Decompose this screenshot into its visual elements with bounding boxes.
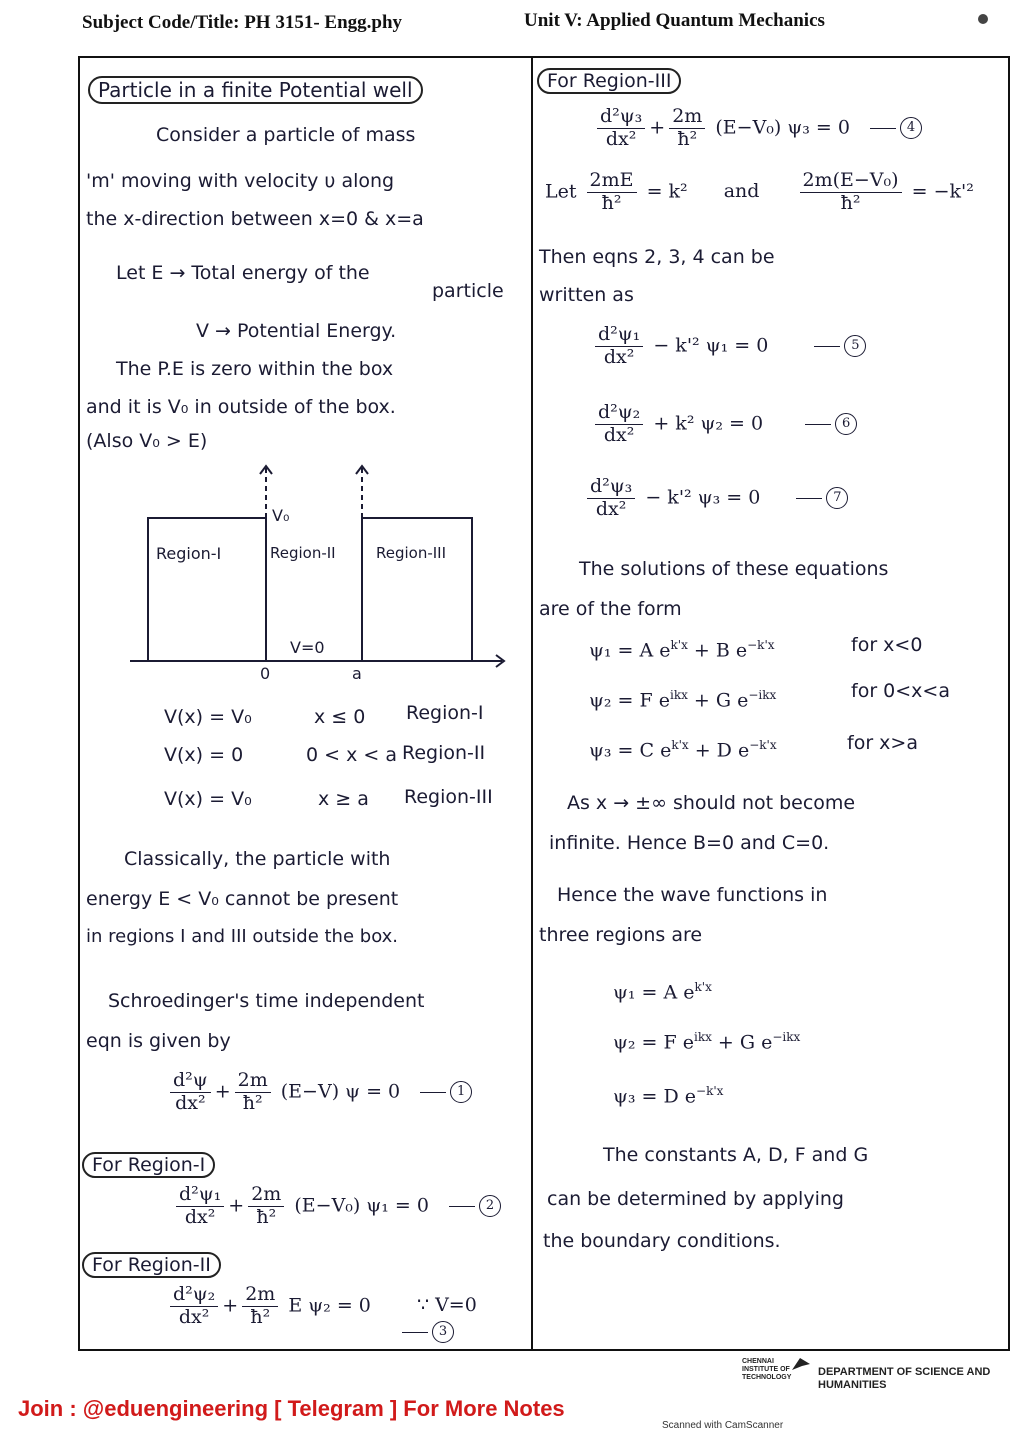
intro-line-2: 'm' moving with velocity υ along <box>86 170 395 192</box>
vtable-row-1-v: V(x) = V₀ <box>164 706 252 728</box>
unit-title: Unit V: Applied Quantum Mechanics <box>524 10 825 31</box>
pe-line-2: and it is V₀ in outside of the box. <box>86 396 396 418</box>
region-1-label: Region-I <box>156 544 222 563</box>
classical-line-1: Classically, the particle with <box>124 848 391 870</box>
v0-label: V₀ <box>272 506 290 525</box>
telegram-footer: Join : @eduengineering [ Telegram ] For More Notes <box>18 1396 565 1421</box>
classical-line-3: in regions I and III outside the box. <box>86 926 399 947</box>
vtable-row-2-cond: 0 < x < a <box>306 744 397 766</box>
equation-2: $\frac{\text{d²ψ₁}}{\text{dx²}}$ + $\frac{2m}{\text{ħ²}}$ (E−V₀) ψ₁ = 0 2 <box>172 1184 501 1229</box>
equation-5-tail: − k'² ψ₁ = 0 <box>653 334 769 357</box>
equation-3-note: ∵ V=0 <box>416 1294 477 1317</box>
equation-3-number-wrap <box>402 1320 454 1343</box>
equation-7: $\frac{\text{d²ψ₃}}{\text{dx²}}$ − k'² ψ₃ = 0 7 <box>583 476 848 521</box>
solution-2: ψ₂ = F $e^{ikx} + G$ $e^{-ikx}$ <box>589 688 777 712</box>
a-label: a <box>352 664 362 683</box>
intro-line-1: Consider a particle of mass <box>156 124 416 146</box>
vtable-row-1-region: Region-I <box>406 702 484 724</box>
solution-3-cond: for x>a <box>847 732 918 754</box>
equation-7-number: 7 <box>826 487 848 509</box>
scanner-watermark: Scanned with CamScanner <box>662 1420 784 1431</box>
pe-line-1: The P.E is zero within the box <box>116 358 394 380</box>
let-v-line: V → Potential Energy. <box>196 320 397 342</box>
department-name: DEPARTMENT OF SCIENCE AND HUMANITIES <box>818 1366 991 1391</box>
vtable-row-3-cond: x ≥ a <box>318 788 369 810</box>
v-zero-label: V=0 <box>290 638 325 657</box>
equation-3-tail: E ψ₂ = 0 <box>288 1294 371 1317</box>
region-2-label: Region-II <box>270 544 336 562</box>
equation-4-number: 4 <box>900 117 922 139</box>
solutions-intro-2: are of the form <box>539 598 682 620</box>
let-e-particle: particle <box>432 280 504 302</box>
final-psi-3: ψ₃ = D $e^{-k'x}$ <box>613 1084 724 1108</box>
region-3-label: Region-III <box>376 544 447 562</box>
let-k1: = k² <box>646 180 688 203</box>
equation-2-number: 2 <box>479 1195 501 1217</box>
vtable-row-1-cond: x ≤ 0 <box>314 706 366 728</box>
equation-6-tail: + k² ψ₂ = 0 <box>653 412 764 435</box>
origin-label: 0 <box>260 664 271 683</box>
solutions-intro-1: The solutions of these equations <box>579 558 889 580</box>
solution-3: ψ₃ = C $e^{k'x} + D$ $e^{-k'x}$ <box>589 738 777 762</box>
intro-line-3: the x-direction between x=0 & x=a <box>86 208 424 230</box>
potential-well-diagram <box>130 458 520 688</box>
region-3-heading: For Region-III <box>537 68 681 94</box>
section-title: Particle in a finite Potential well <box>88 76 423 104</box>
let-e-line: Let E → Total energy of the <box>116 262 370 284</box>
closing-line-1: The constants A, D, F and G <box>603 1144 869 1166</box>
right-column <box>533 58 1008 1349</box>
notes-page <box>78 56 1010 1351</box>
let-k2: = −k'² <box>911 180 974 203</box>
classical-line-2: energy E < V₀ cannot be present <box>86 888 399 910</box>
vtable-row-2-v: V(x) = 0 <box>164 744 244 766</box>
equation-6-number: 6 <box>835 413 857 435</box>
substitution-line: Let $\frac{2mE}{\text{ħ²}}$ = k² and $\frac{\text{2m(E−V₀)}}{\text{ħ²}}$ = −k'² <box>545 169 974 214</box>
solution-2-cond: for 0<x<a <box>851 680 950 702</box>
equation-1: $\frac{\text{d²ψ}}{\text{dx²}}$ + $\frac{2m}{\text{ħ²}}$ (E−V) ψ = 0 1 <box>166 1070 472 1115</box>
logo-emblem-icon <box>790 1356 812 1372</box>
schrodinger-line-2: eqn is given by <box>86 1030 231 1052</box>
page-header <box>0 8 1024 44</box>
solution-1: ψ₁ = A $e^{k'x} + B$ $e^{-k'x}$ <box>589 638 775 662</box>
equation-3: $\frac{\text{d²ψ₂}}{\text{dx²}}$ + $\frac{2m}{\text{ħ²}}$ E ψ₂ = 0 ∵ V=0 <box>166 1284 477 1329</box>
infinity-line-2: infinite. Hence B=0 and C=0. <box>549 832 830 854</box>
equation-6: $\frac{\text{d²ψ₂}}{\text{dx²}}$ + k² ψ₂ = 0 6 <box>591 402 857 447</box>
hence-line-1: Hence the wave functions in <box>557 884 828 906</box>
final-psi-2: ψ₂ = F $e^{ikx} + G$ $e^{-ikx}$ <box>613 1030 801 1054</box>
equation-4-tail: (E−V₀) ψ₃ = 0 <box>715 116 850 139</box>
equation-1-number: 1 <box>450 1081 472 1103</box>
left-column <box>80 58 533 1349</box>
pe-line-3: (Also V₀ > E) <box>86 430 208 452</box>
closing-line-3: the boundary conditions. <box>543 1230 781 1252</box>
region-2-heading: For Region-II <box>82 1252 221 1278</box>
logo-text: CHENNAI INSTITUTE OF TECHNOLOGY <box>742 1358 792 1381</box>
vtable-row-3-v: V(x) = V₀ <box>164 788 252 810</box>
equation-7-tail: − k'² ψ₃ = 0 <box>645 486 761 509</box>
vtable-row-2-region: Region-II <box>402 742 486 764</box>
let-word: Let <box>545 180 577 203</box>
final-psi-1: ψ₁ = A $e^{k'x}$ <box>613 980 712 1004</box>
then-line-2: written as <box>539 284 634 306</box>
then-line-1: Then eqns 2, 3, 4 can be <box>539 246 775 268</box>
institute-logo <box>742 1356 814 1394</box>
corner-mark-icon <box>978 14 988 24</box>
equation-5: $\frac{\text{d²ψ₁}}{\text{dx²}}$ − k'² ψ₁ = 0 5 <box>591 324 866 369</box>
equation-3-number: 3 <box>432 1321 454 1343</box>
equation-5-number: 5 <box>844 335 866 357</box>
schrodinger-line-1: Schroedinger's time independent <box>108 990 425 1012</box>
vtable-row-3-region: Region-III <box>404 786 493 808</box>
hence-line-2: three regions are <box>539 924 703 946</box>
closing-line-2: can be determined by applying <box>547 1188 844 1210</box>
region-1-heading: For Region-I <box>82 1152 215 1178</box>
infinity-line-1: As x → ±∞ should not become <box>567 792 856 814</box>
and-word: and <box>723 180 760 203</box>
solution-1-cond: for x<0 <box>851 634 923 656</box>
equation-4: $\frac{\text{d²ψ₃}}{\text{dx²}}$ + $\frac{2m}{\text{ħ²}}$ (E−V₀) ψ₃ = 0 4 <box>593 106 922 151</box>
subject-title: Subject Code/Title: PH 3151- Engg.phy <box>82 12 403 33</box>
equation-1-tail: (E−V) ψ = 0 <box>280 1080 401 1103</box>
equation-2-tail: (E−V₀) ψ₁ = 0 <box>294 1194 429 1217</box>
